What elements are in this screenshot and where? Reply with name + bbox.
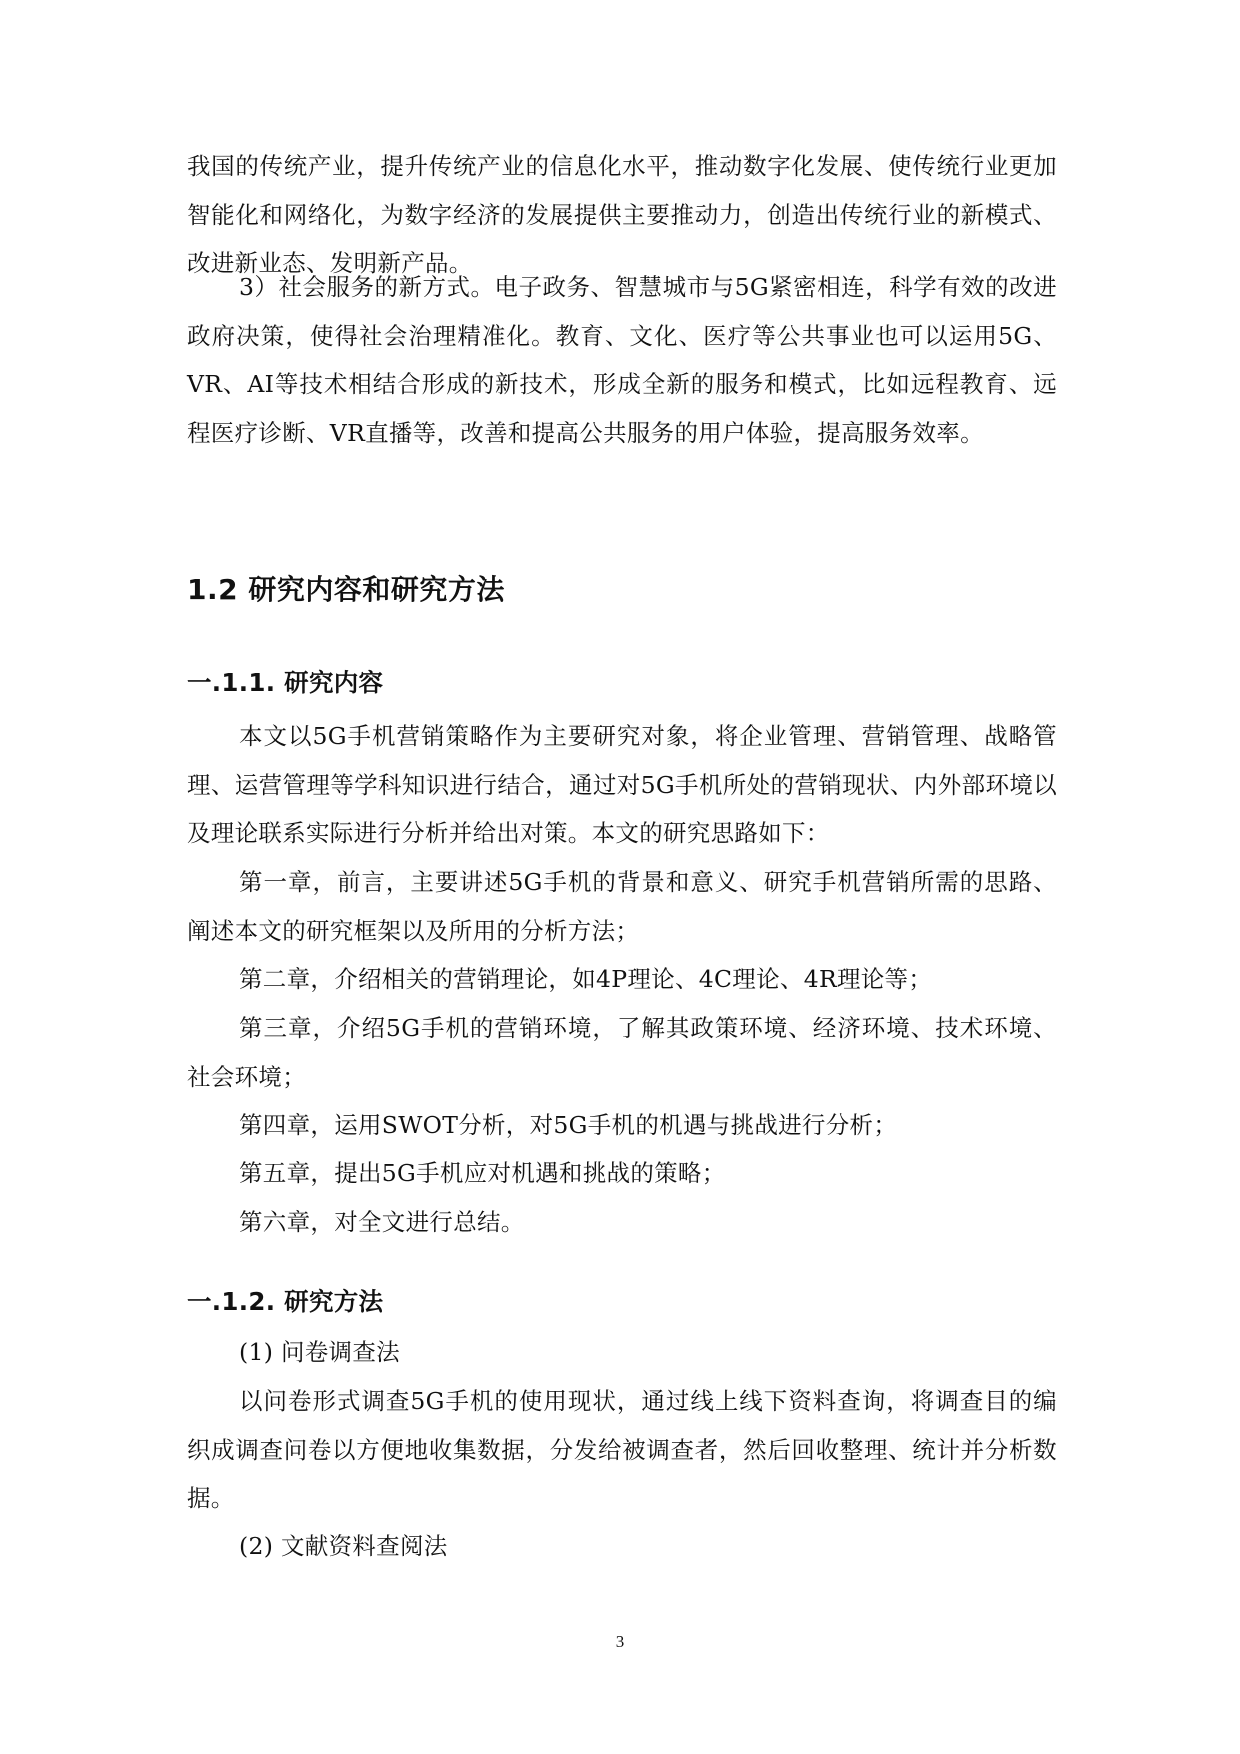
subsection-heading-content: 一.1.1. 研究内容 xyxy=(187,668,384,697)
chapter-two-text: 第二章，介绍相关的营销理论，如4P理论、4C理论、4R理论等； xyxy=(239,965,933,993)
page-number: 3 xyxy=(615,1632,625,1651)
method-one-label: (1) 问卷调查法 xyxy=(239,1338,400,1366)
chapter-one-text: 第一章，前言，主要讲述5G手机的背景和意义、研究手机营销所需的思路、阐述本文的研究框架以及所用的分析方法； xyxy=(187,868,1057,945)
paragraph-social-services: 3）社会服务的新方式。电子政务、智慧城市与5G紧密相连，科学有效的改进政府决策，使得社会治理精准化。教育、文化、医疗等公共事业也可以运用5G、VR、AI等技术相结合形成的新技术，形成全新的服务和模式，比如远程教育、远程医疗诊断、VR直播等，改善和提高公共服务的用户体验，提高服务效率。 xyxy=(187,273,1057,447)
chapter-four-text: 第四章，运用SWOT分析，对5G手机的机遇与挑战进行分析； xyxy=(239,1111,898,1139)
method-one-description: 以问卷形式调查5G手机的使用现状，通过线上线下资料查询，将调查目的编织成调查问卷以方便地收集数据，分发给被调查者，然后回收整理、统计并分析数据。 xyxy=(187,1387,1057,1512)
chapter-six-text: 第六章，对全文进行总结。 xyxy=(239,1208,525,1236)
section-heading: 1.2 研究内容和研究方法 xyxy=(187,573,505,606)
method-two-label: (2) 文献资料查阅法 xyxy=(239,1532,448,1560)
subsection-heading-methods: 一.1.2. 研究方法 xyxy=(187,1287,384,1316)
paragraph-research-intro: 本文以5G手机营销策略作为主要研究对象，将企业管理、营销管理、战略管理、运营管理等学科知识进行结合，通过对5G手机所处的营销现状、内外部环境以及理论联系实际进行分析并给出对策。本文的研究思路如下： xyxy=(187,722,1057,847)
paragraph-traditional-industry: 我国的传统产业，提升传统产业的信息化水平，推动数字化发展、使传统行业更加智能化和网络化，为数字经济的发展提供主要推动力，创造出传统行业的新模式、改进新业态、发明新产品。 xyxy=(187,152,1057,277)
chapter-five-text: 第五章，提出5G手机应对机遇和挑战的策略； xyxy=(239,1159,726,1187)
chapter-three-text: 第三章，介绍5G手机的营销环境，了解其政策环境、经济环境、技术环境、社会环境； xyxy=(187,1014,1057,1091)
